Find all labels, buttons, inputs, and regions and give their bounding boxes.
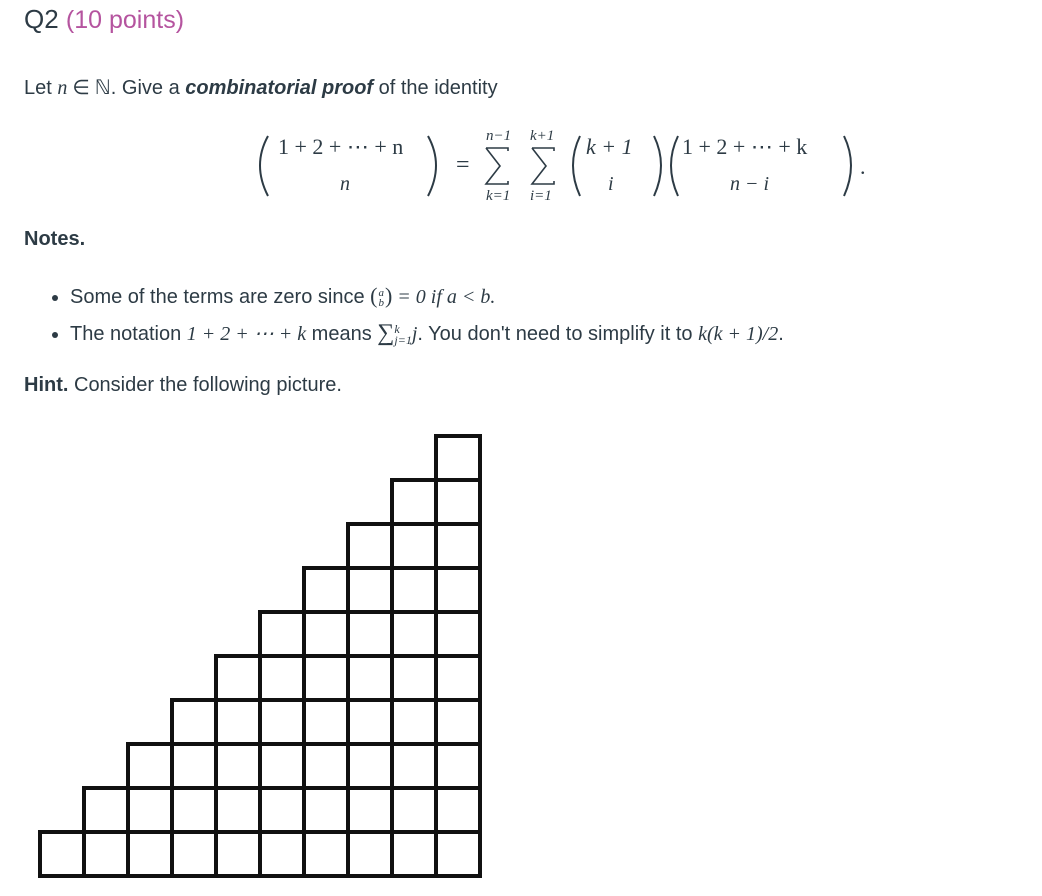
grid-cell (348, 568, 392, 612)
grid-cell (392, 788, 436, 832)
sum2-upper: k+1 (530, 128, 555, 144)
lhs-bottom: n (340, 173, 350, 195)
grid-cell (216, 832, 260, 876)
grid-cell (392, 480, 436, 524)
note-item-zero-terms: • Some of the terms are zero since ( a b ) = 0 if a < b. (70, 278, 784, 315)
grid-cell (304, 568, 348, 612)
grid-cell (436, 656, 480, 700)
grid-cell (84, 788, 128, 832)
note2-sum-body: j (411, 323, 418, 345)
grid-cell (392, 612, 436, 656)
identity-end: . (860, 154, 866, 179)
intro-text (24, 74, 498, 102)
equals-sign: = (456, 152, 470, 178)
grid-cell (260, 656, 304, 700)
binom1-top: k + 1 (586, 134, 633, 159)
grid-cell (436, 612, 480, 656)
grid-cell (348, 612, 392, 656)
binom2-bottom: n − i (730, 173, 770, 195)
binom1-bottom: i (608, 173, 614, 195)
sum2-lower: i=1 (530, 188, 552, 204)
grid-cell (260, 612, 304, 656)
grid-cell (216, 656, 260, 700)
grid-cell (348, 744, 392, 788)
grid-cell (172, 700, 216, 744)
note2-expr: 1 + 2 + ⋯ + k (186, 323, 307, 345)
hint-label: Hint. (24, 374, 69, 396)
sum1-upper: n−1 (486, 128, 512, 144)
intro-naturals: ℕ (94, 77, 111, 99)
intro-emphasis: combinatorial proof (185, 77, 374, 99)
grid-cell (348, 832, 392, 876)
sum1-lower: k=1 (486, 188, 511, 204)
grid-cell (392, 744, 436, 788)
note2-means: means (306, 323, 378, 345)
grid-cell (436, 832, 480, 876)
grid-cell (260, 744, 304, 788)
intro-rest: of the identity (373, 77, 498, 99)
grid-cell (392, 700, 436, 744)
question-label: Q2 (24, 4, 59, 34)
grid-cell (216, 788, 260, 832)
intro-n: n (57, 77, 68, 99)
grid-cell (172, 744, 216, 788)
grid-cell (436, 480, 480, 524)
grid-cell (216, 744, 260, 788)
grid-cell (216, 700, 260, 744)
grid-cell (304, 832, 348, 876)
intro-give: . Give a (110, 77, 186, 99)
staircase-grid-figure (30, 426, 490, 886)
intro-in: ∈ (67, 77, 95, 99)
grid-cell (304, 656, 348, 700)
grid-cell (392, 832, 436, 876)
grid-cell (40, 832, 84, 876)
note2-sum-indices (394, 321, 412, 347)
grid-cell (436, 524, 480, 568)
note-item-notation (70, 315, 784, 352)
grid-cell (128, 832, 172, 876)
grid-cell (348, 656, 392, 700)
note1-binom-bottom: b (378, 296, 384, 309)
note1-text: Some of the terms are zero since (70, 286, 371, 308)
grid-cell (348, 788, 392, 832)
grid-cell (436, 700, 480, 744)
grid-cell (392, 656, 436, 700)
grid-cell (348, 700, 392, 744)
grid-cell (304, 612, 348, 656)
lhs-top: 1 + 2 + ⋯ + n (278, 134, 404, 159)
note2-tail2: . (778, 323, 784, 345)
grid-cell (392, 524, 436, 568)
question-points: (10 points) (65, 6, 185, 34)
note2-simplified: k(k + 1)/2 (698, 323, 779, 345)
grid-cell (436, 744, 480, 788)
note1-binom-top: a (378, 286, 384, 299)
grid-cell (260, 832, 304, 876)
intro-let: Let (24, 77, 58, 99)
binom2-top: 1 + 2 + ⋯ + k (682, 134, 808, 159)
grid-cell (260, 788, 304, 832)
grid-cell (436, 568, 480, 612)
grid-cell (128, 788, 172, 832)
grid-cell (128, 744, 172, 788)
grid-cell (84, 832, 128, 876)
note1-tail: = 0 if a < b. (392, 286, 496, 308)
grid-cell (392, 568, 436, 612)
hint-text (24, 374, 342, 397)
grid-cell (348, 524, 392, 568)
identity-formula (250, 124, 870, 206)
grid-cell (304, 788, 348, 832)
grid-cell (436, 436, 480, 480)
grid-cell (304, 700, 348, 744)
grid-cell (172, 832, 216, 876)
note2-text: The notation (70, 323, 187, 345)
grid-cell (304, 744, 348, 788)
note2-sum-sign: ∑ (377, 320, 395, 346)
notes-heading: Notes. (24, 228, 86, 250)
hint-body: Consider the following picture. (68, 374, 342, 396)
note2-tail1: . You don't need to simplify it to (417, 323, 699, 345)
note1-binom (378, 288, 384, 308)
note2-sum-lower: j=1 (394, 332, 412, 347)
notes-list (46, 278, 784, 352)
grid-cell (260, 700, 304, 744)
grid-cell (436, 788, 480, 832)
question-title (24, 2, 184, 37)
note2-sum-upper: k (394, 321, 400, 336)
grid-cell (172, 788, 216, 832)
